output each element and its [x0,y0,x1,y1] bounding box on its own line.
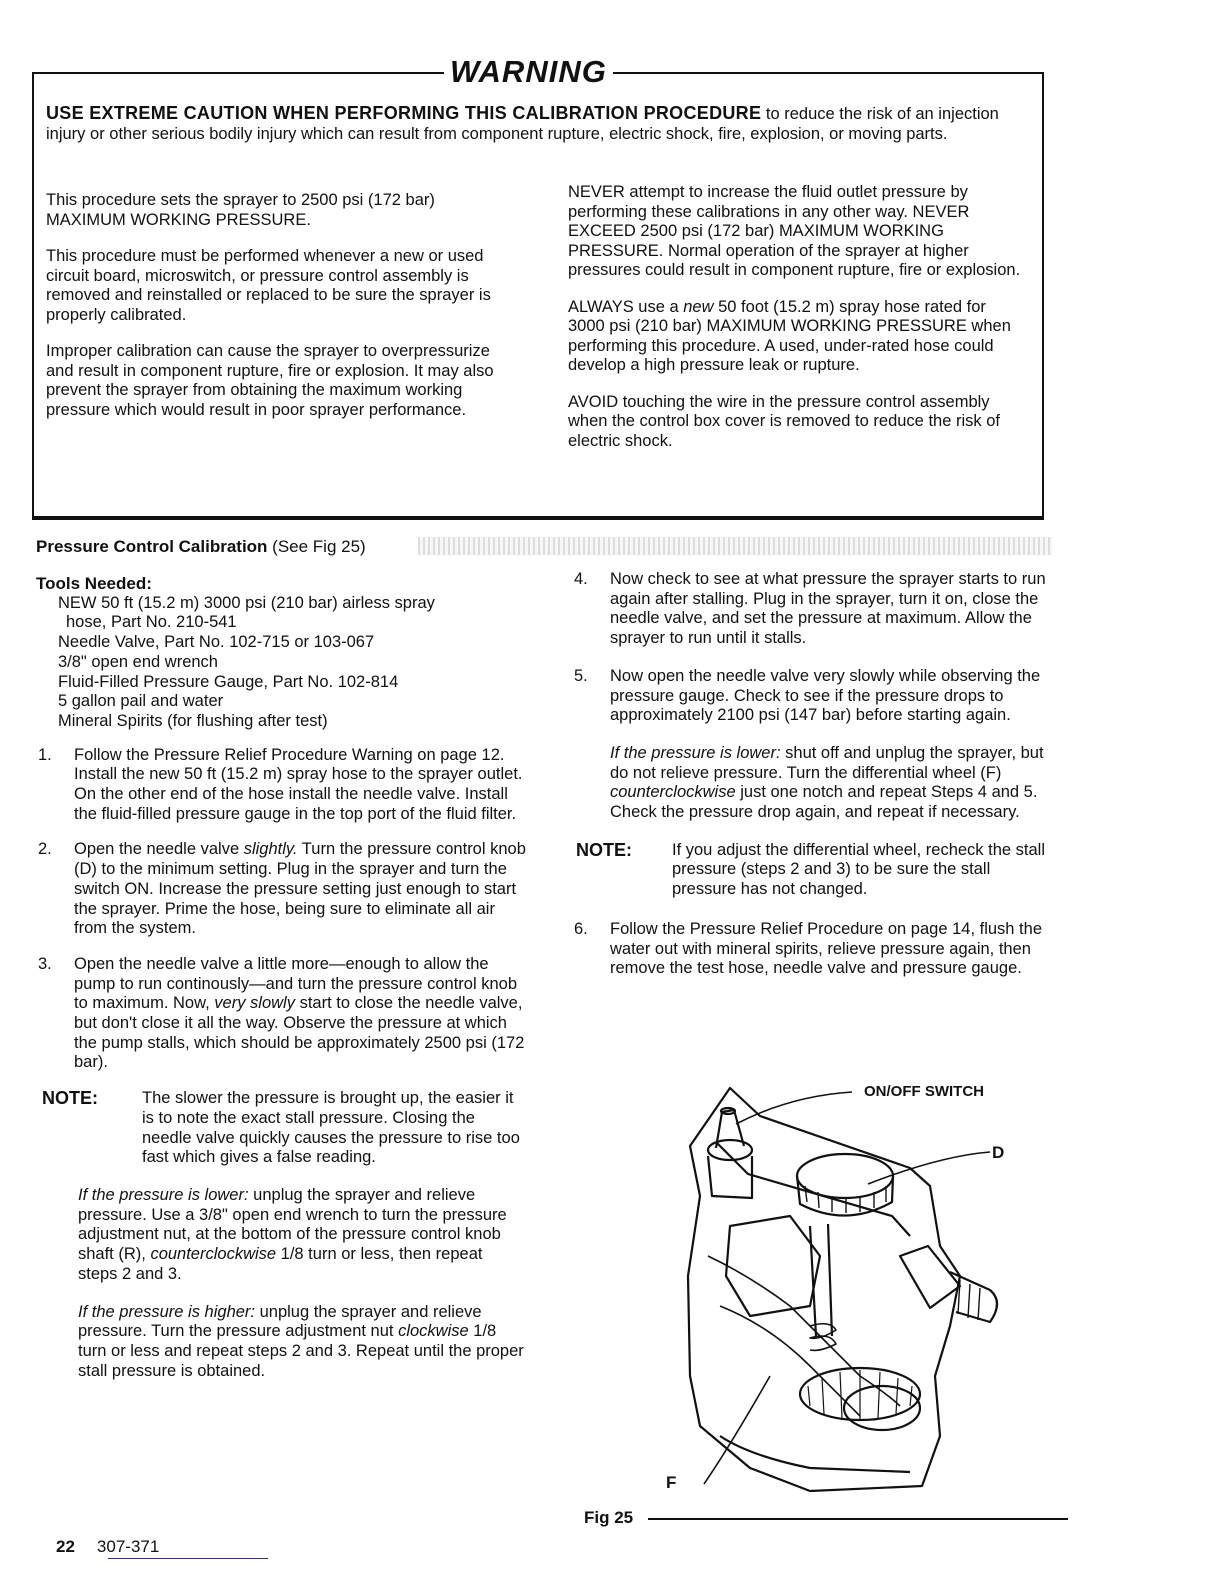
warning-title: WARNING [444,52,613,92]
tool-item: 5 gallon pail and water [58,692,224,711]
step-6 [572,920,1054,979]
microswitch-icon [726,1216,820,1316]
step-text: Follow the Pressure Relief Procedure on page 14, flush the water out with mineral spirits, relieve pressure again, then remove the test hose, needle valve and pressure gauge. [610,919,1042,978]
emphasis: If the pressure is higher: [78,1302,256,1321]
emphasis: counterclockwise [150,1245,277,1264]
tool-item: Mineral Spirits (for flushing after test) [58,711,328,730]
sub-text: 1/8 turn or less and repeat steps 2 and 3. Repeat until the proper stall pressure is obtained. [78,1322,524,1380]
warning-paragraph [568,298,1026,376]
step-text: Open the needle valve [74,840,244,859]
step-5 [572,667,1054,726]
tool-item: Fluid-Filled Pressure Gauge, Part No. 102-814 [58,672,399,691]
step-number: 1. [38,745,52,764]
step-text: Open the needle valve a little more—enough to allow the pump to run continously—and turn the pressure control knob to maximum. Now, [74,954,518,1013]
step-text: Turn the pressure control knob (D) to the minimum setting. Plug in the sprayer and turn the switch ON. Increase the pressure setting just enough to start the sprayer. Prime the hose, being sure to eliminate all air from the system. [74,840,526,938]
warning-lead [46,103,1026,144]
if-lower-step3 [36,1186,526,1285]
if-higher-step3 [36,1303,526,1382]
warning-paragraph: NEVER attempt to increase the fluid outlet pressure by performing these calibrations in any other way. NEVER EXCEED 2500 psi (172 bar) MAXIMUM WORKING PRESSURE. Normal operation of the sprayer at higher pressures could result in component rupture, fire or explosion. [568,183,1021,279]
figure-caption-rule [648,1518,1068,1520]
page-number: 22 [56,1537,75,1556]
step-number: 2. [38,840,52,859]
tools-title: Tools Needed: [36,574,152,593]
step-text: Follow the Pressure Relief Procedure Warning on page 12. Install the new 50 ft (15.2 m) spray hose to the sprayer outlet. On the other end of the hose install the needle valve. Install the fluid-filled pressure gauge in the top port of the fluid filter. [74,745,523,823]
footer-rule [108,1558,268,1559]
pressure-control-knob-icon [797,1154,893,1216]
warning-right-column [568,183,1026,468]
emphasis: very slowly [214,994,295,1013]
tool-item: hose, Part No. 210-541 [66,613,237,632]
label-f: F [666,1473,677,1492]
note-1 [42,1089,526,1168]
leader-line-d [868,1152,990,1184]
emphasis: clockwise [398,1322,469,1341]
text-span: 50 foot (15.2 m) spray hose rated for 3000 psi (210 bar) MAXIMUM WORKING PRESSURE when performing this procedure. A used, under-rated hose could develop a high pressure leak or rupture. [568,297,1011,374]
note-label: NOTE: [42,1088,98,1109]
if-lower-step5 [572,744,1054,823]
text-span: ALWAYS use a [568,297,684,316]
step-3 [36,955,526,1073]
note-text: The slower the pressure is brought up, the easier it is to note the exact stall pressure. Closing the needle valve quickly causes the pressure to rise too fast which gives a false reading. [142,1089,520,1167]
right-column [572,570,1054,997]
leader-line-f [704,1376,770,1484]
step-number: 3. [38,954,52,973]
leader-line-switch [736,1092,852,1124]
emphasis: slightly. [243,840,298,859]
step-2 [36,840,526,939]
section-title-text: Pressure Control Calibration [36,537,268,556]
tools-needed [36,574,526,732]
step-text: Now check to see at what pressure the sprayer starts to run again after stalling. Plug in the sprayer, turn it on, close the needle valve, and set the pressure at maximum. Allow the sprayer to run until it stalls. [610,570,1046,648]
warning-left-column [46,191,506,437]
emphasis: If the pressure is lower: [610,743,781,762]
section-figure-ref: (See Fig 25) [267,537,366,556]
step-number: 4. [574,570,588,588]
section-shade-bar [418,537,1052,555]
step-text: start to close the needle valve, but don't close it all the way. Observe the pressure at which the pump stalls, which should be approximately 2500 psi (172 bar). [74,994,525,1072]
toggle-switch-icon [708,1108,752,1198]
page-footer [56,1537,159,1557]
tool-item: Needle Valve, Part No. 102-715 or 103-067 [58,633,375,652]
figure-caption: Fig 25 [584,1508,634,1527]
document-number: 307-371 [96,1537,160,1556]
warning-lead-bold: USE EXTREME CAUTION WHEN PERFORMING THIS CALIBRATION PROCEDURE [46,103,762,123]
sub-text: 1/8 turn or less, then repeat steps 2 and 3. [78,1245,483,1283]
sub-text: unplug the sprayer and relieve pressure. Use a 3/8" open end wrench to turn the pressure adjustment nut, at the bottom of the pressure control knob shaft (R), [78,1185,507,1264]
note-label: NOTE: [576,839,632,860]
emphasis: If the pressure is lower: [78,1185,249,1204]
sub-text: shut off and unplug the sprayer, but do not relieve pressure. Turn the differential wheel (F) [610,743,1044,782]
sub-text: just one notch and repeat Steps 4 and 5. Check the pressure drop again, and repeat if necessary. [610,783,1038,822]
warning-lead-text: to reduce the risk of an injection injury or other serious bodily injury which can result from component rupture, electric shock, fire, explosion, or moving parts. [46,105,999,143]
emphasis: counterclockwise [610,783,736,802]
step-number: 5. [574,666,588,685]
label-d: D [992,1143,1005,1162]
sub-text: unplug the sprayer and relieve pressure. Turn the pressure adjustment nut [78,1302,482,1341]
warning-paragraph: This procedure sets the sprayer to 2500 psi (172 bar) MAXIMUM WORKING PRESSURE. [46,191,435,229]
note-text: If you adjust the differential wheel, recheck the stall pressure (steps 2 and 3) to be sure the stall pressure has not changed. [672,840,1045,899]
step-1 [36,746,526,825]
pressure-control-illustration [660,1076,1040,1496]
left-column [36,574,526,1399]
warning-paragraph: This procedure must be performed whenever a new or used circuit board, microswitch, or pressure control assembly is removed and reinstalled or replaced to be sure the sprayer is properly calibrated. [46,247,491,324]
warning-paragraph: AVOID touching the wire in the pressure control assembly when the control box cover is removed to reduce the risk of electric shock. [568,392,1000,450]
tool-item: 3/8" open end wrench [58,652,218,671]
wire [720,1306,860,1416]
label-on-off-switch: ON/OFF SWITCH [864,1083,984,1100]
note-2 [576,841,1054,900]
emphasis: new [683,297,714,316]
section-title [36,536,366,558]
warning-paragraph: Improper calibration can cause the sprayer to overpressurize and result in component rupture, fire or explosion. It may also prevent the sprayer from obtaining the maximum working pressure which would result in poor sprayer performance. [46,342,494,419]
step-4 [572,570,1054,649]
tool-item: NEW 50 ft (15.2 m) 3000 psi (210 bar) airless spray [58,593,435,612]
step-number: 6. [574,919,588,938]
step-text: Now open the needle valve very slowly while observing the pressure gauge. Check to see if the pressure drops to approximately 2100 psi (147 bar) before starting again. [610,666,1041,725]
adjustment-shaft [810,1224,832,1336]
